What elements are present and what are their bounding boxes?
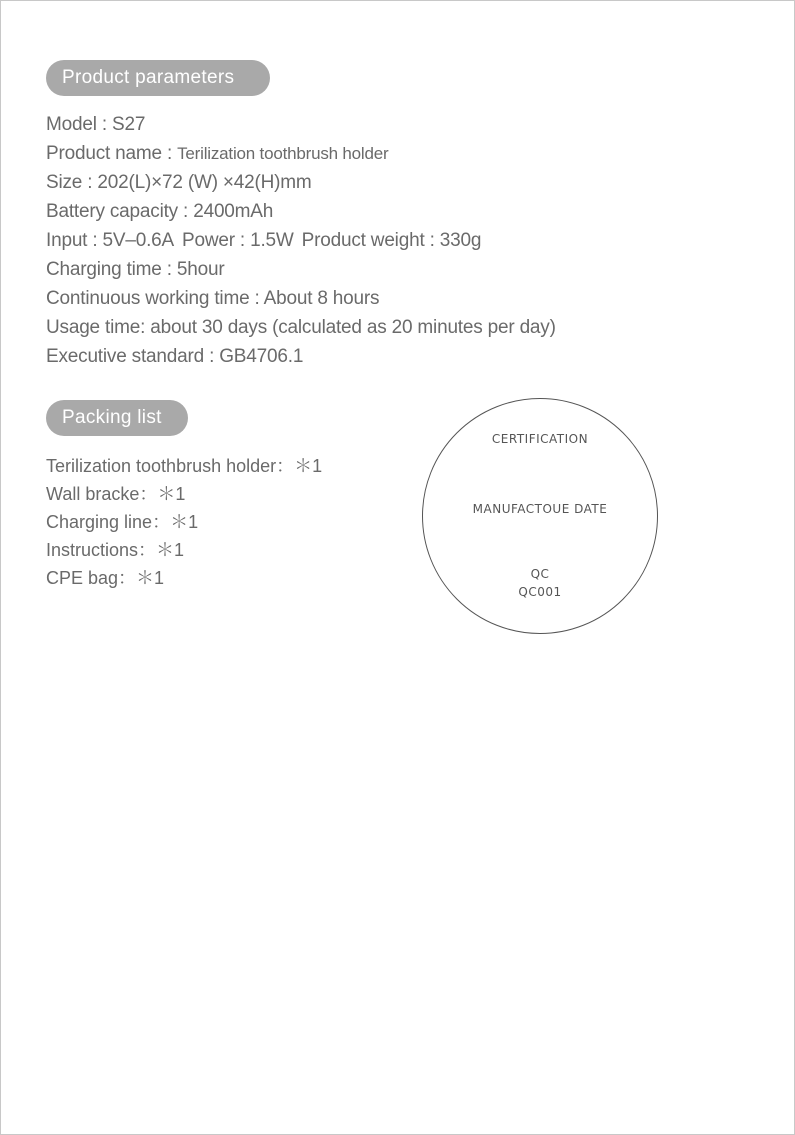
packing-item: Charging line：＊1: [46, 512, 199, 532]
param-input-power-weight: [46, 226, 556, 255]
section-title-product-parameters: Product parameters: [46, 60, 270, 96]
param-size: Size : 202(L)×72 (W) ×42(H)mm: [46, 172, 312, 193]
param-input: Input : 5V–0.6A: [46, 230, 174, 251]
qc-code: QC001: [518, 585, 562, 599]
packing-item: Wall bracke：＊1: [46, 484, 186, 504]
section-title-packing-list: Packing list: [46, 400, 188, 436]
certification-title: CERTIFICATION: [491, 432, 589, 446]
manufacture-date-label: MANUFACTOUE DATE: [472, 502, 608, 516]
param-continuous-working-time: Continuous working time : About 8 hours: [46, 288, 380, 309]
product-parameters-list: [46, 110, 556, 371]
packing-item: CPE bag：＊1: [46, 568, 165, 588]
param-charging-time: Charging time : 5hour: [46, 259, 225, 280]
param-battery: Battery capacity : 2400mAh: [46, 201, 274, 222]
param-product-name-value: Terilization toothbrush holder: [177, 144, 389, 163]
param-executive-standard: Executive standard : GB4706.1: [46, 346, 304, 367]
param-product-name: [46, 139, 556, 168]
param-product-name-label: Product name :: [46, 143, 178, 164]
param-usage-time: Usage time: about 30 days (calculated as 20 minutes per day): [46, 317, 556, 338]
packing-list: [46, 452, 322, 592]
param-power: Power : 1.5W: [182, 230, 294, 251]
param-weight: Product weight : 330g: [301, 230, 482, 251]
packing-item: Instructions：＊1: [46, 540, 185, 560]
param-model: Model : S27: [46, 114, 146, 135]
certification-stamp: [422, 398, 658, 634]
packing-item: Terilization toothbrush holder：＊1: [46, 456, 323, 476]
qc-label: QC: [530, 567, 550, 581]
